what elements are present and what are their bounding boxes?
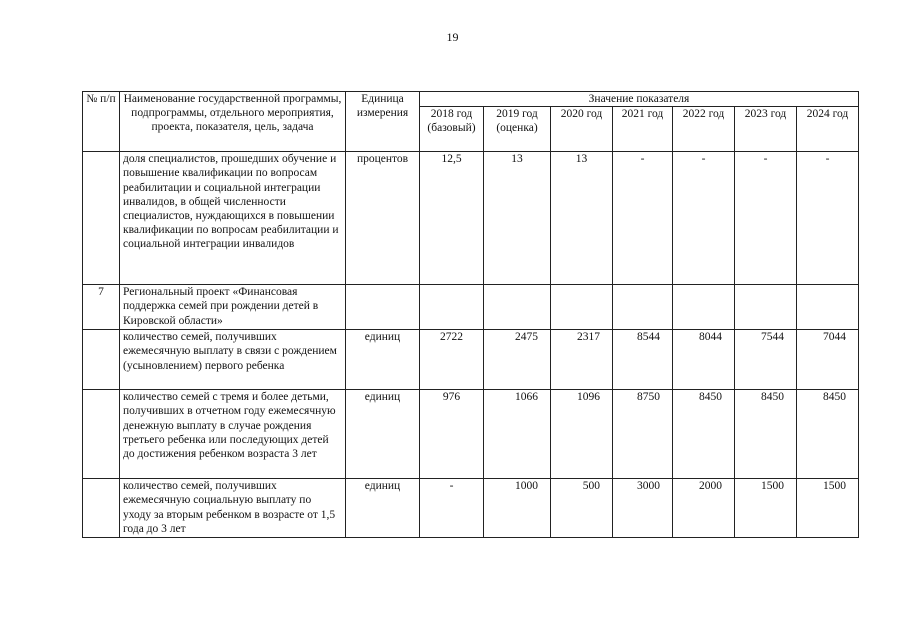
row-name: количество семей, получивших ежемесячную социальную выплату по уходу за вторым ребенком в возрасте от 1,5 года до 3 лет <box>120 479 346 538</box>
header-unit: Единица измерения <box>346 92 420 152</box>
row-value: 7544 <box>735 330 797 390</box>
row-value: 13 <box>484 152 551 285</box>
row-value <box>613 285 673 330</box>
row-value: 2317 <box>551 330 613 390</box>
row-value: 1500 <box>797 479 859 538</box>
row-value: 1000 <box>484 479 551 538</box>
row-unit: единиц <box>346 479 420 538</box>
row-value: 976 <box>420 390 484 479</box>
row-value <box>673 285 735 330</box>
row-value: - <box>735 152 797 285</box>
header-year: 2020 год <box>551 107 613 152</box>
row-value: 7044 <box>797 330 859 390</box>
row-num <box>83 152 120 285</box>
page-number: 19 <box>446 30 459 44</box>
row-name: количество семей, получивших ежемесячную выплату в связи с рождением (усыновлением) первого ребенка <box>120 330 346 390</box>
row-value: - <box>673 152 735 285</box>
row-value <box>551 285 613 330</box>
row-name: доля специалистов, прошедших обучение и повышение квалификации по вопросам реабилитации и социальной интеграции инвалидов, в общей численности специалистов, нуждающихся в повышении квалификации по вопросам реабилитации и социальной интеграции инвалидов <box>120 152 346 285</box>
row-value: - <box>797 152 859 285</box>
header-year: 2019 год (оценка) <box>484 107 551 152</box>
header-values-title: Значение показателя <box>420 92 859 107</box>
row-value: 8450 <box>735 390 797 479</box>
row-value: 13 <box>551 152 613 285</box>
row-name: Региональный проект «Финансовая поддержка семей при рождении детей в Кировской области» <box>120 285 346 330</box>
row-value: 8450 <box>797 390 859 479</box>
row-value: 12,5 <box>420 152 484 285</box>
row-value: 2000 <box>673 479 735 538</box>
row-unit: единиц <box>346 330 420 390</box>
header-year: 2021 год <box>613 107 673 152</box>
table-row <box>83 152 859 285</box>
row-value <box>484 285 551 330</box>
table-row <box>83 330 859 390</box>
row-value: 8750 <box>613 390 673 479</box>
row-value <box>420 285 484 330</box>
row-value <box>735 285 797 330</box>
row-value: 8544 <box>613 330 673 390</box>
row-value: 2722 <box>420 330 484 390</box>
row-num <box>83 479 120 538</box>
row-num <box>83 330 120 390</box>
row-num: 7 <box>83 285 120 330</box>
table-row <box>83 479 859 538</box>
row-value: 500 <box>551 479 613 538</box>
row-value: 1066 <box>484 390 551 479</box>
row-value: 1096 <box>551 390 613 479</box>
header-year: 2024 год <box>797 107 859 152</box>
row-unit <box>346 285 420 330</box>
header-year: 2023 год <box>735 107 797 152</box>
row-value <box>797 285 859 330</box>
row-value: - <box>613 152 673 285</box>
row-value: 8450 <box>673 390 735 479</box>
header-year: 2022 год <box>673 107 735 152</box>
row-unit: процентов <box>346 152 420 285</box>
row-value: 8044 <box>673 330 735 390</box>
indicator-table <box>82 91 859 538</box>
row-unit: единиц <box>346 390 420 479</box>
header-name: Наименование государственной программы, подпрограммы, отдельного мероприятия, проекта, показателя, цель, задача <box>120 92 346 152</box>
row-value: 3000 <box>613 479 673 538</box>
header-num: № п/п <box>83 92 120 152</box>
table-row <box>83 390 859 479</box>
row-value: - <box>420 479 484 538</box>
header-year: 2018 год (базовый) <box>420 107 484 152</box>
row-num <box>83 390 120 479</box>
row-value: 2475 <box>484 330 551 390</box>
table-row <box>83 285 859 330</box>
row-name: количество семей с тремя и более детьми, получивших в отчетном году ежемесячную денежную выплату в случае рождения третьего ребенка или последующих детей до достижения ребенком возраста 3 лет <box>120 390 346 479</box>
row-value: 1500 <box>735 479 797 538</box>
